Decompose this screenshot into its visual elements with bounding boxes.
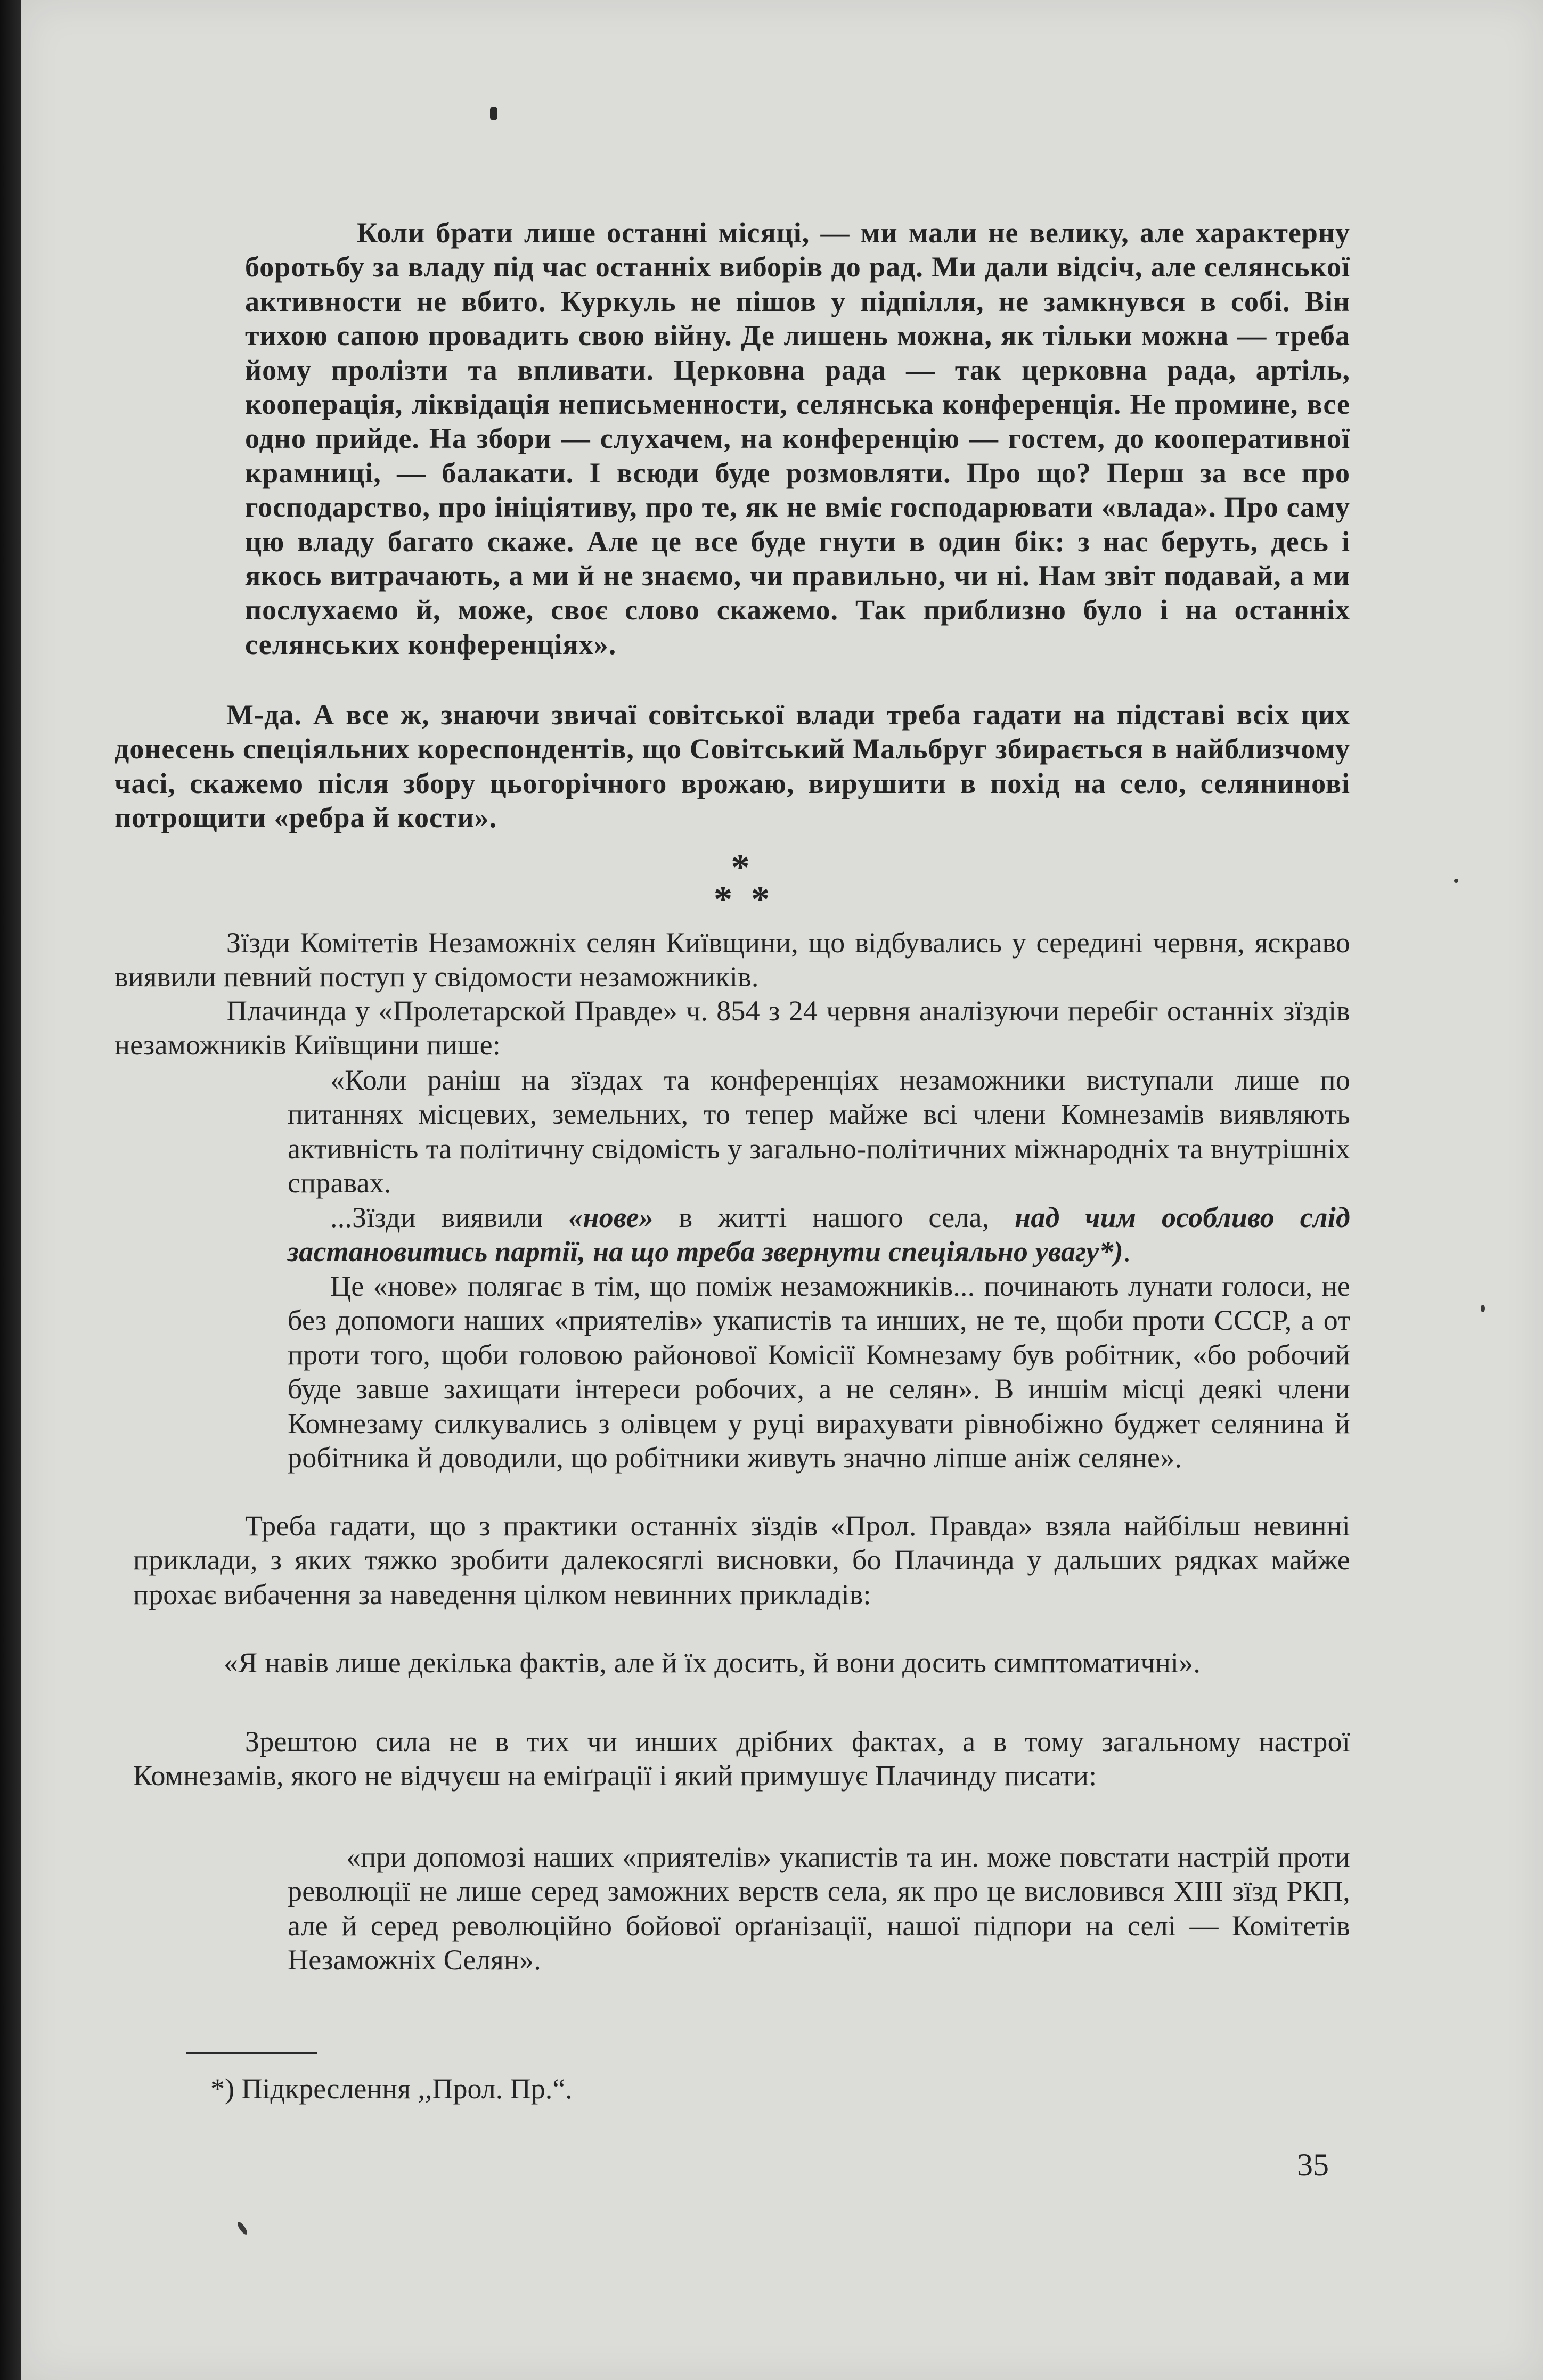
paragraph-quote-revolution: «при допомозі наших «приятелів» укапистів та ин. може повстати настрій проти революції не лише серед заможних верств села, як про це висловився XIII зїзд РКП, але й серед революційно бойової орґанізації, нашої підпори на селі — Комітетів Незаможніх Селян».	[288, 1841, 1350, 1976]
quote-new-middle: в житті нашого села,	[653, 1201, 1015, 1233]
ink-speck	[1481, 1305, 1485, 1312]
page-number: 35	[1297, 2147, 1329, 2182]
binding-edge	[0, 0, 21, 2380]
paragraph-congresses: Зїзди Комітетів Незаможніх селян Київщини, що відбувались у середині червня, яскраво виявили певний поступ у свідомости незаможників.	[115, 927, 1350, 993]
quote-new-start: ...Зїзди виявили	[330, 1201, 569, 1233]
paragraph-quote-new	[288, 1200, 1350, 1269]
paragraph-plachynda: Плачинда у «Пролетарской Правде» ч. 854 з 24 червня аналізуючи перебіг останніх зїздів незаможників Київщини пише:	[115, 995, 1350, 1061]
paragraph-quote-kulak: Коли брати лише останні місяці, — ми мали не велику, але характерну боротьбу за владу під час останніх виборів до рад. Ми дали відсіч, але селянської активности не вбито. Куркуль не пішов у підпілля, не замкнувся в собі. Він тихою сапою провадить свою війну. Де лишень можна, як тільки можна — треба йому пролізти та впливати. Церковна рада — так церковна рада, артіль, кооперація, ліквідація неписьменности, селянська конференція. Не промине, все одно прийде. На збори — слухачем, на конференцію — гостем, до кооперативної крамниці, — балакати. І всюди буде розмовляти. Про що? Перш за все про господарство, про ініціятиву, про те, як не вміє господарювати «влада». Про саму цю владу багато скаже. Але це все буде гнути в один бік: з нас беруть, десь і якось витрачають, а ми й не знаємо, чи правильно, чи ні. Нам звіт подавай, а ми послухаємо й, може, своє слово скажемо. Так приблизно було і на останніх селянських конференціях».	[245, 217, 1350, 660]
book-page	[21, 0, 1543, 2380]
paragraph-soviet-malbrug: М-да. А все ж, знаючи звичаї совітської влади треба гадати на підставі всіх цих донесень спеціяльних кореспондентів, що Совітський Мальбруг збирається в найблизчому часі, скажемо після збору цьогорічного врожаю, вирушити в похід на село, селянинові потрощити «ребра й кости».	[115, 699, 1350, 834]
footnote: *) Підкреслення ,,Прол. Пр.“.	[210, 2073, 573, 2105]
section-divider-asterisks	[714, 847, 770, 920]
emphasis-party-attention: над чим особливо слід застановитись партії, на що треба звернути спеціяльно увагу*)	[288, 1201, 1350, 1268]
footnote-divider	[186, 2052, 317, 2054]
paragraph-quote-facts: «Я навів лише декілька фактів, але й їх досить, й вони досить симптоматичні».	[224, 1647, 1201, 1679]
paragraph-quote-activity: «Коли раніш на зїздах та конференціях незаможники виступали лише по питаннях місцевих, земельних, то тепер майже всі члени Комнезамів виявляють активність та політичну свідомість у загально-політичних міжнародніх та внутрішніх справах.	[288, 1064, 1350, 1199]
paragraph-mood: Зрештою сила не в тих чи инших дрібних фактах, а в тому загальному настрої Комнезамів, якого не відчуєш на еміґрації і який примушує Плачинду писати:	[133, 1725, 1350, 1792]
paragraph-practice: Треба гадати, що з практики останніх зїздів «Прол. Правда» взяла найбільш невинні приклади, з яких тяжко зробити далекосяглі висновки, бо Плачинда у дальших рядках майже прохає вибачення за наведення цілком невинних прикладів:	[133, 1510, 1350, 1610]
ink-speck	[236, 2221, 249, 2236]
emphasis-new: «нове»	[568, 1201, 654, 1233]
ink-mark	[490, 107, 497, 120]
asterisks-text: * * *	[714, 847, 770, 920]
quote-new-end: .	[1123, 1236, 1131, 1268]
ink-speck	[1454, 879, 1458, 883]
paragraph-quote-voices: Це «нове» полягає в тім, що поміж незаможників... починають лунати голоси, не без допомоги наших «приятелів» укапистів та инших, не те, щоби проти СССР, а от проти того, щоби головою районової Комісії Комнезаму був робітник, «бо робочий буде завше захищати інтереси робочих, а не селян». В иншім місці деякі члени Комнезаму силкувались з олівцем у руці вирахувати рівнобіжно буджет селянина й робітника й доводили, що робітники живуть значно ліпше аніж селяне».	[288, 1270, 1350, 1474]
